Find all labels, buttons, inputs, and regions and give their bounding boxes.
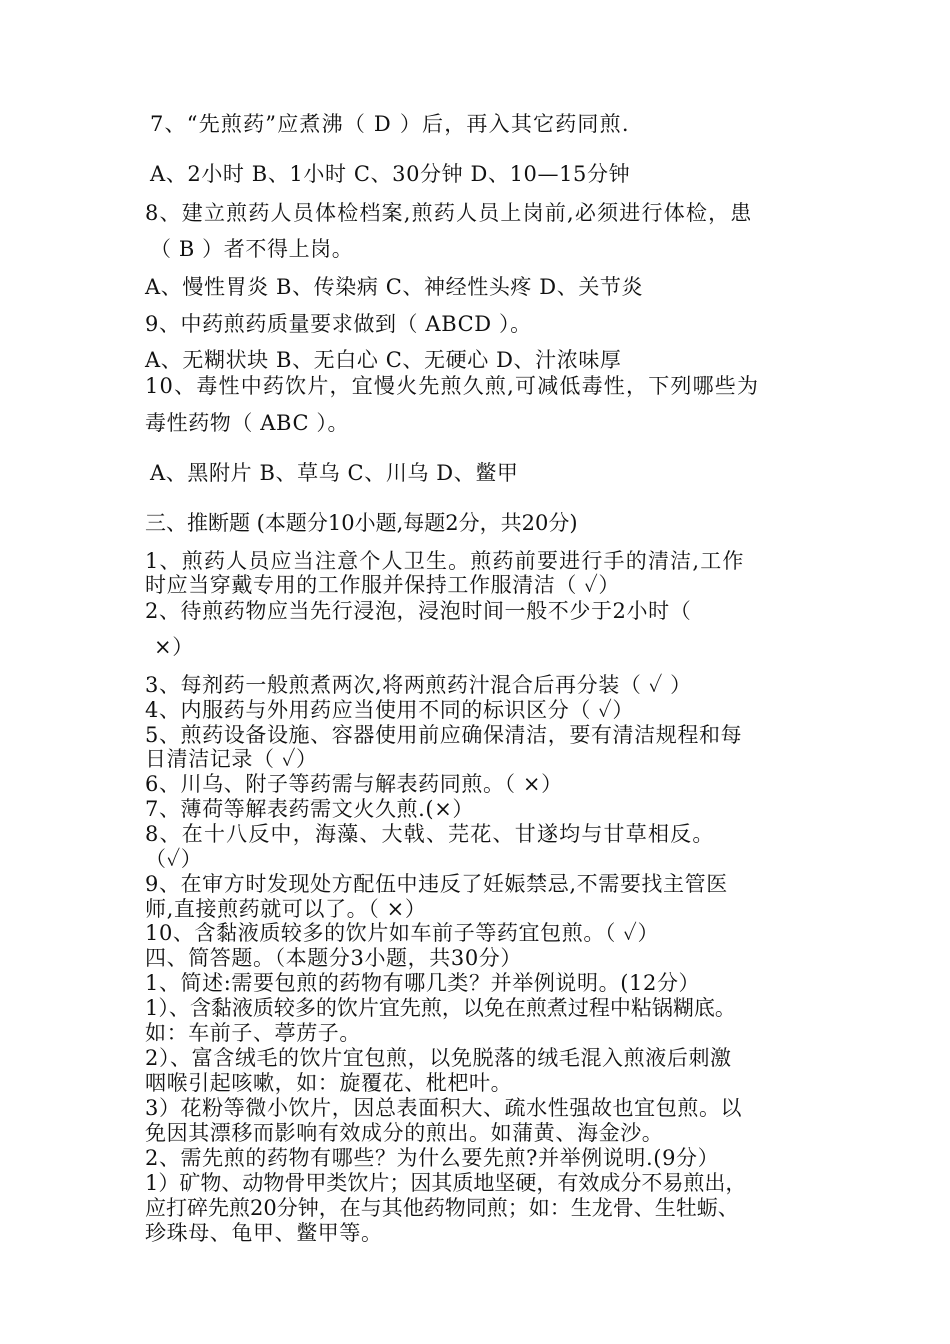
section-3-title: 三、推断题 (本题分10小题,每题2分，共20分)	[145, 511, 578, 535]
question-7: 7、“先煎药”应煮沸（ D ）后，再入其它药同煎.	[150, 112, 630, 136]
question-9: 9、中药煎药质量要求做到（ ABCD ）。	[145, 312, 532, 336]
tf-line: 日清洁记录（ ✓）	[145, 747, 318, 771]
sa-line: 3）花粉等微小饮片，因总表面积大、疏水性强故也宜包煎。以	[145, 1096, 743, 1120]
tf-line: 8、在十八反中，海藻、大戟、芫花、甘遂均与甘草相反。	[145, 822, 715, 846]
question-9-options: A、无糊状块 B、无白心 C、无硬心 D、汁浓味厚	[145, 348, 622, 372]
sa-line: 1、简述:需要包煎的药物有哪几类？并举例说明。(12分）	[145, 971, 701, 995]
tf-line: 师,直接煎药就可以了。（ ×）	[145, 897, 427, 921]
sa-line: 应打碎先煎20分钟，在与其他药物同煎；如：生龙骨、生牡蛎、	[145, 1196, 739, 1220]
question-10-options: A、黑附片 B、草乌 C、川乌 D、鳖甲	[150, 461, 519, 485]
question-7-options: A、2小时 B、1小时 C、30分钟 D、10—15分钟	[150, 162, 631, 186]
sa-line: 免因其漂移而影响有效成分的煎出。如蒲黄、海金沙。	[145, 1121, 664, 1145]
tf-line: ×）	[154, 635, 194, 659]
question-10-line-2: 毒性药物（ ABC ）。	[145, 411, 350, 435]
sa-line: 如：车前子、葶苈子。	[145, 1021, 361, 1045]
section-4-title: 四、简答题。（本题分3小题，共30分）	[145, 946, 522, 970]
tf-line: 5、煎药设备设施、容器使用前应确保清洁，要有清洁规程和每	[145, 723, 743, 747]
tf-line: 9、在审方时发现处方配伍中违反了妊娠禁忌,不需要找主管医	[145, 872, 728, 896]
tf-line: 7、薄荷等解表药需文火久煎.(×）	[145, 797, 475, 821]
tf-line: 3、每剂药一般煎煮两次,将两煎药汁混合后再分装（ ✓ ）	[145, 673, 692, 697]
tf-line: 1、煎药人员应当注意个人卫生。煎药前要进行手的清洁,工作	[145, 549, 745, 573]
tf-line: 6、川乌、附子等药需与解表药同煎。（ ×）	[145, 772, 563, 796]
sa-line: 1）矿物、动物骨甲类饮片；因其质地坚硬，有效成分不易煎出，	[145, 1171, 747, 1195]
sa-line: 咽喉引起咳嗽，如：旋覆花、枇杷叶。	[145, 1071, 513, 1095]
question-8-options: A、慢性胃炎 B、传染病 C、神经性头疼 D、关节炎	[145, 275, 644, 299]
tf-line: 2、待煎药物应当先行浸泡，浸泡时间一般不少于2小时（	[145, 599, 692, 623]
sa-line: 珍珠母、龟甲、鳖甲等。	[145, 1221, 383, 1245]
question-8-line-2: （ B ）者不得上岗。	[150, 237, 354, 261]
tf-line: 10、含黏液质较多的饮片如车前子等药宜包煎。（ ✓）	[145, 921, 660, 945]
question-10-line-1: 10、毒性中药饮片，宜慢火先煎久煎,可减低毒性，下列哪些为	[145, 374, 760, 398]
sa-line: 2）、富含绒毛的饮片宜包煎，以免脱落的绒毛混入煎液后刺激	[145, 1046, 732, 1070]
tf-line: 4、内服药与外用药应当使用不同的标识区分（ ✓）	[145, 698, 634, 722]
tf-line: 时应当穿戴专用的工作服并保持工作服清洁（ ✓）	[145, 573, 621, 597]
sa-line: 2、需先煎的药物有哪些？为什么要先煎?并举例说明.(9分）	[145, 1146, 720, 1170]
sa-line: 1）、含黏液质较多的饮片宜先煎，以免在煎煮过程中粘锅糊底。	[145, 996, 736, 1020]
tf-line: （✓）	[145, 847, 203, 871]
question-8-line-1: 8、建立煎药人员体检档案,煎药人员上岗前,必须进行体检，患	[145, 201, 753, 225]
